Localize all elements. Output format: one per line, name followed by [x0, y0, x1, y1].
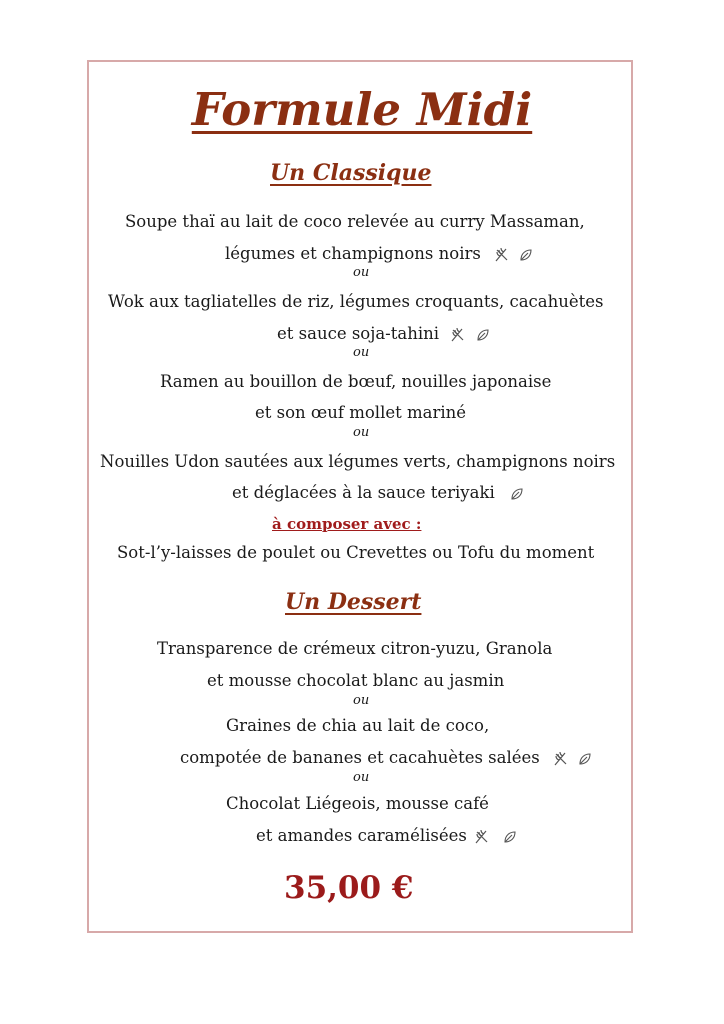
wheat-crossed-icon	[474, 829, 494, 845]
leaf-icon	[578, 752, 592, 766]
classique-line-2	[225, 244, 533, 264]
wheat-crossed-icon	[450, 327, 470, 343]
section-heading-classique: Un Classique	[270, 160, 432, 186]
wheat-crossed-icon	[553, 751, 573, 767]
classique-line-4	[277, 324, 490, 344]
compose-label: à composer avec :	[272, 515, 422, 533]
leaf-icon	[510, 487, 524, 501]
separator-ou: ou	[353, 345, 370, 360]
dessert-line-2: et mousse chocolat blanc au jasmin	[207, 671, 505, 690]
classique-line-7: Nouilles Udon sautées aux légumes verts, champignons noirs	[100, 452, 616, 471]
menu-title: Formule Midi	[191, 83, 533, 136]
dessert-line-1: Transparence de crémeux citron-yuzu, Granola	[157, 639, 553, 658]
dessert-line-4	[180, 748, 592, 768]
dessert-line-3: Graines de chia au lait de coco,	[226, 716, 490, 735]
leaf-icon	[519, 248, 533, 262]
classique-line-1: Soupe thaï au lait de coco relevée au curry Massaman,	[125, 212, 585, 231]
separator-ou: ou	[353, 425, 370, 440]
leaf-icon	[503, 830, 517, 844]
dessert-line-6	[256, 826, 517, 846]
classique-line-2-text: légumes et champignons noirs	[225, 244, 481, 263]
classique-line-6: et son œuf mollet mariné	[255, 403, 467, 422]
wheat-crossed-icon	[494, 247, 514, 263]
separator-ou: ou	[353, 265, 370, 280]
menu-price: 35,00 €	[284, 870, 414, 906]
classique-line-8-text: et déglacées à la sauce teriyaki	[232, 483, 495, 502]
classique-line-8	[232, 483, 524, 503]
classique-line-5: Ramen au bouillon de bœuf, nouilles japonaise	[160, 372, 552, 391]
dessert-line-5: Chocolat Liégeois, mousse café	[226, 794, 489, 813]
separator-ou: ou	[353, 770, 370, 785]
separator-ou: ou	[353, 693, 370, 708]
compose-options: Sot-l’y-laisses de poulet ou Crevettes ou Tofu du moment	[117, 543, 595, 562]
classique-line-4-text: et sauce soja-tahini	[277, 324, 440, 343]
dessert-line-4-text: compotée de bananes et cacahuètes salées	[180, 748, 540, 767]
leaf-icon	[476, 328, 490, 342]
classique-line-3: Wok aux tagliatelles de riz, légumes croquants, cacahuètes	[108, 292, 604, 311]
section-heading-dessert: Un Dessert	[285, 589, 422, 615]
dessert-line-6-text: et amandes caramélisées	[256, 826, 467, 845]
